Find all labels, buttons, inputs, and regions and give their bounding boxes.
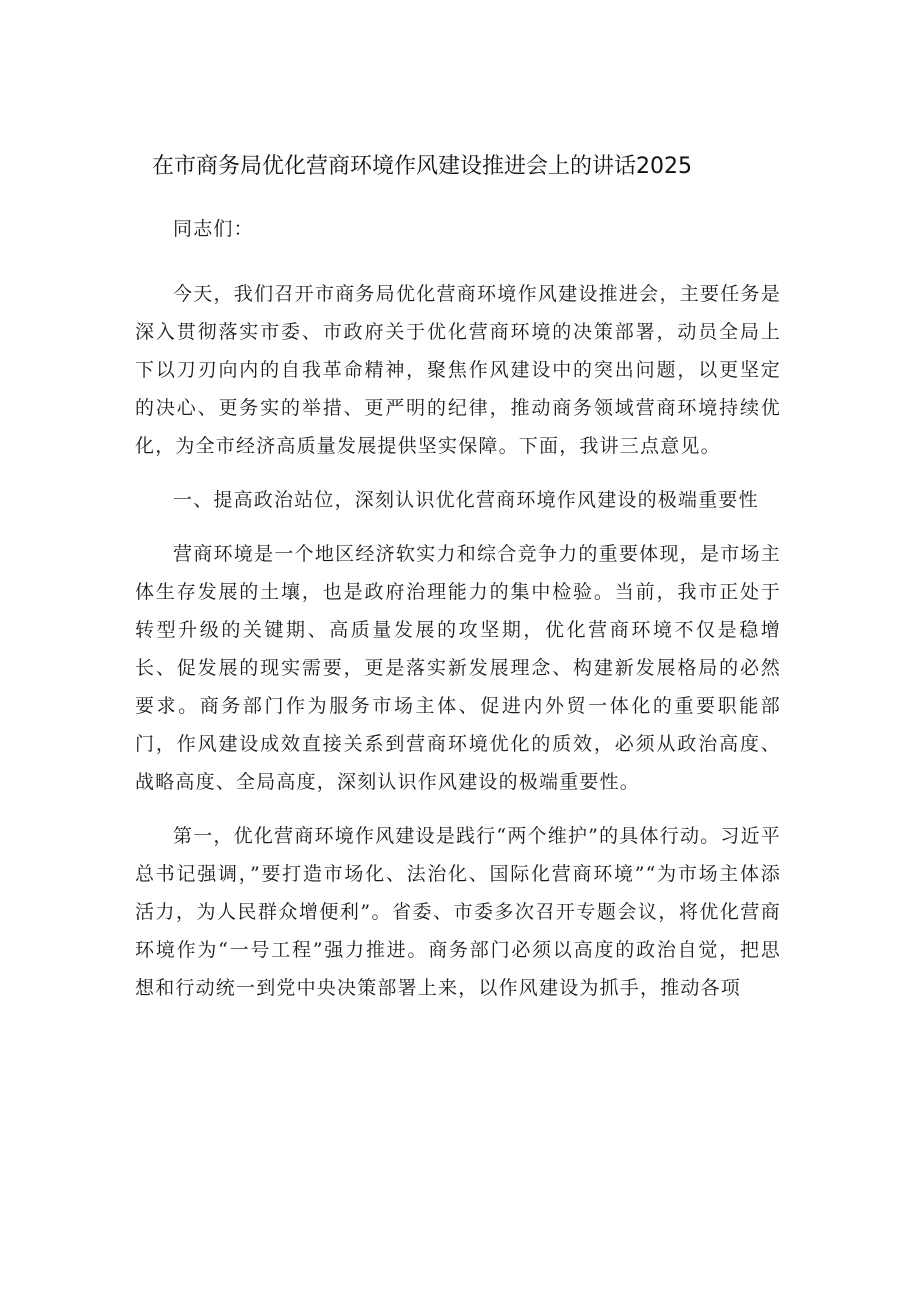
paragraph-first-point: 第一，优化营商环境作风建设是践行“两个维护”的具体行动。习近平总书记强调，”要打造市场化、法治化、国际化营商环境”“为市场主体添活力，为人民群众增便利”。省委、市委多次召开专题会议，将优化营商环境作为“一号工程”强力推进。商务部门必须以高度的政治自觉，把思想和行动统一到党中央决策部署上来，以作风建设为抓手，推动各项 <box>135 825 781 999</box>
document-body <box>135 210 781 1023</box>
document-title: 在市商务局优化营商环境作风建设推进会上的讲话2025 <box>152 154 692 179</box>
paragraph-intro: 今天，我们召开市商务局优化营商环境作风建设推进会，主要任务是深入贯彻落实市委、市政府关于优化营商环境的决策部署，动员全局上下以刀刃向内的自我革命精神，聚焦作风建设中的突出问题，以更坚定的决心、更务实的举措、更严明的纪律，推动商务领域营商环境持续优化，为全市经济高质量发展提供坚实保障。下面，我讲三点意见。 <box>135 283 781 457</box>
salutation: 同志们： <box>173 218 254 240</box>
section-heading-1: 一、提高政治站位，深刻认识优化营商环境作风建设的极端重要性 <box>173 489 759 511</box>
paragraph-environment: 营商环境是一个地区经济软实力和综合竞争力的重要体现，是市场主体生存发展的土壤，也是政府治理能力的集中检验。当前，我市正处于转型升级的关键期、高质量发展的攻坚期，优化营商环境不仅是稳增长、促发展的现实需要，更是落实新发展理念、构建新发展格局的必然要求。商务部门作为服务市场主体、促进内外贸一体化的重要职能部门，作风建设成效直接关系到营商环境优化的质效，必须从政治高度、战略高度、全局高度，深刻认识作风建设的极端重要性。 <box>135 543 781 793</box>
